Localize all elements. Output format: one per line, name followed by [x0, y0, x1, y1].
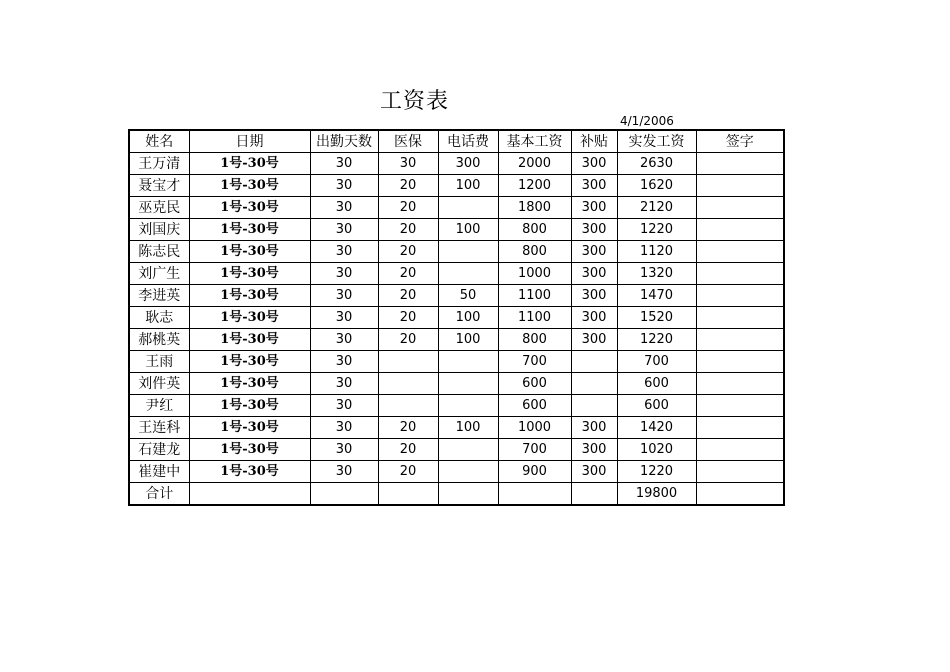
- cell-allowance[interactable]: [571, 395, 617, 417]
- sheet-title: 工资表: [380, 89, 450, 114]
- cell-date-range[interactable]: 1号-30号: [189, 395, 310, 417]
- cell-net-salary[interactable]: 1220: [617, 219, 696, 241]
- cell-date-range[interactable]: 1号-30号: [189, 307, 310, 329]
- cell-attendance-days[interactable]: 30: [310, 395, 378, 417]
- cell-phone-fee[interactable]: [438, 461, 498, 483]
- cell-signature[interactable]: [696, 329, 784, 351]
- cell-base-salary[interactable]: 2000: [498, 153, 571, 175]
- cell-allowance[interactable]: 300: [571, 307, 617, 329]
- cell-name[interactable]: 尹红: [129, 395, 189, 417]
- cell-date-range[interactable]: 1号-30号: [189, 351, 310, 373]
- header-attendance-days[interactable]: 出勤天数: [310, 130, 378, 153]
- header-signature[interactable]: 签字: [696, 130, 784, 153]
- cell-medical-insurance[interactable]: 20: [378, 175, 438, 197]
- table-row: [129, 307, 784, 329]
- cell-phone-fee[interactable]: 100: [438, 417, 498, 439]
- cell-base-salary[interactable]: 1800: [498, 197, 571, 219]
- cell-base-salary[interactable]: 700: [498, 351, 571, 373]
- table-row: [129, 241, 784, 263]
- cell-attendance-days[interactable]: 30: [310, 373, 378, 395]
- cell-base-salary[interactable]: 600: [498, 395, 571, 417]
- cell-attendance-days[interactable]: 30: [310, 219, 378, 241]
- cell-attendance-days[interactable]: 30: [310, 461, 378, 483]
- cell-medical-insurance[interactable]: 20: [378, 329, 438, 351]
- cell-signature[interactable]: [696, 307, 784, 329]
- cell-net-salary[interactable]: 1120: [617, 241, 696, 263]
- table-row: [129, 439, 784, 461]
- cell-medical-insurance[interactable]: 20: [378, 197, 438, 219]
- cell-attendance-days[interactable]: 30: [310, 307, 378, 329]
- cell-allowance[interactable]: [571, 373, 617, 395]
- cell-allowance[interactable]: 300: [571, 153, 617, 175]
- cell-medical-insurance[interactable]: 20: [378, 461, 438, 483]
- cell-net-salary[interactable]: 19800: [617, 483, 696, 506]
- cell-medical-insurance[interactable]: [378, 483, 438, 506]
- cell-signature[interactable]: [696, 285, 784, 307]
- cell-medical-insurance[interactable]: [378, 395, 438, 417]
- cell-net-salary[interactable]: 1620: [617, 175, 696, 197]
- cell-date-range[interactable]: [189, 483, 310, 506]
- cell-name[interactable]: 巫克民: [129, 197, 189, 219]
- cell-date-range[interactable]: 1号-30号: [189, 373, 310, 395]
- cell-attendance-days[interactable]: 30: [310, 175, 378, 197]
- cell-attendance-days[interactable]: 30: [310, 197, 378, 219]
- header-name[interactable]: 姓名: [129, 130, 189, 153]
- table-row: [129, 461, 784, 483]
- cell-base-salary[interactable]: 1000: [498, 417, 571, 439]
- cell-signature[interactable]: [696, 417, 784, 439]
- cell-date-range[interactable]: 1号-30号: [189, 285, 310, 307]
- cell-base-salary[interactable]: 1100: [498, 307, 571, 329]
- cell-net-salary[interactable]: 1520: [617, 307, 696, 329]
- cell-name[interactable]: 郝桃英: [129, 329, 189, 351]
- cell-net-salary[interactable]: 600: [617, 373, 696, 395]
- header-date-range[interactable]: 日期: [189, 130, 310, 153]
- cell-signature[interactable]: [696, 395, 784, 417]
- cell-medical-insurance[interactable]: [378, 373, 438, 395]
- cell-name[interactable]: 陈志民: [129, 241, 189, 263]
- cell-date-range[interactable]: 1号-30号: [189, 439, 310, 461]
- cell-phone-fee[interactable]: 100: [438, 175, 498, 197]
- cell-name[interactable]: 聂宝才: [129, 175, 189, 197]
- cell-attendance-days[interactable]: 30: [310, 153, 378, 175]
- table-row: [129, 219, 784, 241]
- cell-net-salary[interactable]: 600: [617, 395, 696, 417]
- table-row: [129, 197, 784, 219]
- cell-base-salary[interactable]: 1100: [498, 285, 571, 307]
- cell-name[interactable]: 王雨: [129, 351, 189, 373]
- cell-phone-fee[interactable]: 300: [438, 153, 498, 175]
- cell-base-salary[interactable]: 800: [498, 329, 571, 351]
- cell-signature[interactable]: [696, 197, 784, 219]
- sheet-date: 4/1/2006: [620, 114, 674, 128]
- cell-signature[interactable]: [696, 351, 784, 373]
- cell-date-range[interactable]: 1号-30号: [189, 241, 310, 263]
- table-row: [129, 373, 784, 395]
- cell-allowance[interactable]: 300: [571, 197, 617, 219]
- cell-medical-insurance[interactable]: 20: [378, 307, 438, 329]
- cell-allowance[interactable]: 300: [571, 175, 617, 197]
- cell-allowance[interactable]: 300: [571, 263, 617, 285]
- cell-net-salary[interactable]: 1220: [617, 329, 696, 351]
- cell-name[interactable]: 王万清: [129, 153, 189, 175]
- cell-medical-insurance[interactable]: 20: [378, 285, 438, 307]
- header-row: [129, 130, 784, 153]
- cell-date-range[interactable]: 1号-30号: [189, 219, 310, 241]
- cell-date-range[interactable]: 1号-30号: [189, 153, 310, 175]
- cell-date-range[interactable]: 1号-30号: [189, 417, 310, 439]
- cell-signature[interactable]: [696, 373, 784, 395]
- table-row: [129, 417, 784, 439]
- cell-allowance[interactable]: [571, 351, 617, 373]
- cell-base-salary[interactable]: 800: [498, 219, 571, 241]
- cell-allowance[interactable]: 300: [571, 417, 617, 439]
- cell-attendance-days[interactable]: [310, 483, 378, 506]
- cell-name[interactable]: 王连科: [129, 417, 189, 439]
- header-phone-fee[interactable]: 电话费: [438, 130, 498, 153]
- table-row: [129, 395, 784, 417]
- cell-medical-insurance[interactable]: 20: [378, 241, 438, 263]
- table-row: [129, 263, 784, 285]
- cell-medical-insurance[interactable]: 30: [378, 153, 438, 175]
- cell-phone-fee[interactable]: [438, 373, 498, 395]
- cell-base-salary[interactable]: 900: [498, 461, 571, 483]
- cell-net-salary[interactable]: 1320: [617, 263, 696, 285]
- cell-allowance[interactable]: [571, 483, 617, 506]
- cell-attendance-days[interactable]: 30: [310, 241, 378, 263]
- cell-phone-fee[interactable]: [438, 197, 498, 219]
- cell-base-salary[interactable]: 1200: [498, 175, 571, 197]
- cell-allowance[interactable]: 300: [571, 219, 617, 241]
- cell-allowance[interactable]: 300: [571, 241, 617, 263]
- cell-base-salary[interactable]: [498, 483, 571, 506]
- cell-medical-insurance[interactable]: 20: [378, 439, 438, 461]
- cell-name[interactable]: 石建龙: [129, 439, 189, 461]
- cell-attendance-days[interactable]: 30: [310, 417, 378, 439]
- cell-allowance[interactable]: 300: [571, 285, 617, 307]
- cell-signature[interactable]: [696, 263, 784, 285]
- cell-net-salary[interactable]: 2120: [617, 197, 696, 219]
- cell-signature[interactable]: [696, 219, 784, 241]
- cell-signature[interactable]: [696, 461, 784, 483]
- cell-allowance[interactable]: 300: [571, 439, 617, 461]
- cell-attendance-days[interactable]: 30: [310, 439, 378, 461]
- table-row: [129, 285, 784, 307]
- header-base-salary[interactable]: 基本工资: [498, 130, 571, 153]
- cell-attendance-days[interactable]: 30: [310, 285, 378, 307]
- header-net-salary[interactable]: 实发工资: [617, 130, 696, 153]
- cell-medical-insurance[interactable]: 20: [378, 219, 438, 241]
- cell-medical-insurance[interactable]: 20: [378, 417, 438, 439]
- cell-net-salary[interactable]: 1020: [617, 439, 696, 461]
- cell-signature[interactable]: [696, 153, 784, 175]
- cell-date-range[interactable]: 1号-30号: [189, 175, 310, 197]
- salary-table: [128, 129, 785, 506]
- cell-phone-fee[interactable]: 50: [438, 285, 498, 307]
- cell-base-salary[interactable]: 700: [498, 439, 571, 461]
- cell-name[interactable]: 李进英: [129, 285, 189, 307]
- cell-phone-fee[interactable]: [438, 439, 498, 461]
- cell-phone-fee[interactable]: 100: [438, 219, 498, 241]
- cell-name[interactable]: 合计: [129, 483, 189, 506]
- cell-phone-fee[interactable]: [438, 395, 498, 417]
- cell-phone-fee[interactable]: 100: [438, 307, 498, 329]
- cell-net-salary[interactable]: 1420: [617, 417, 696, 439]
- cell-phone-fee[interactable]: 100: [438, 329, 498, 351]
- cell-name[interactable]: 刘件英: [129, 373, 189, 395]
- cell-attendance-days[interactable]: 30: [310, 263, 378, 285]
- header-allowance[interactable]: 补贴: [571, 130, 617, 153]
- cell-signature[interactable]: [696, 483, 784, 506]
- table-row: [129, 175, 784, 197]
- cell-signature[interactable]: [696, 439, 784, 461]
- cell-phone-fee[interactable]: [438, 483, 498, 506]
- cell-base-salary[interactable]: 800: [498, 241, 571, 263]
- cell-phone-fee[interactable]: [438, 351, 498, 373]
- header-medical-insurance[interactable]: 医保: [378, 130, 438, 153]
- cell-date-range[interactable]: 1号-30号: [189, 263, 310, 285]
- cell-phone-fee[interactable]: [438, 263, 498, 285]
- cell-date-range[interactable]: 1号-30号: [189, 461, 310, 483]
- table-row: [129, 329, 784, 351]
- cell-net-salary[interactable]: 1470: [617, 285, 696, 307]
- cell-name[interactable]: 崔建中: [129, 461, 189, 483]
- cell-signature[interactable]: [696, 175, 784, 197]
- cell-phone-fee[interactable]: [438, 241, 498, 263]
- cell-net-salary[interactable]: 700: [617, 351, 696, 373]
- cell-date-range[interactable]: 1号-30号: [189, 329, 310, 351]
- cell-attendance-days[interactable]: 30: [310, 351, 378, 373]
- table-row: [129, 153, 784, 175]
- cell-medical-insurance[interactable]: 20: [378, 263, 438, 285]
- cell-attendance-days[interactable]: 30: [310, 329, 378, 351]
- cell-base-salary[interactable]: 1000: [498, 263, 571, 285]
- cell-name[interactable]: 耿志: [129, 307, 189, 329]
- cell-net-salary[interactable]: 2630: [617, 153, 696, 175]
- cell-base-salary[interactable]: 600: [498, 373, 571, 395]
- cell-medical-insurance[interactable]: [378, 351, 438, 373]
- table-row: [129, 351, 784, 373]
- cell-signature[interactable]: [696, 241, 784, 263]
- cell-name[interactable]: 刘国庆: [129, 219, 189, 241]
- cell-allowance[interactable]: 300: [571, 329, 617, 351]
- cell-date-range[interactable]: 1号-30号: [189, 197, 310, 219]
- cell-name[interactable]: 刘广生: [129, 263, 189, 285]
- total-row: [129, 483, 784, 506]
- cell-allowance[interactable]: 300: [571, 461, 617, 483]
- cell-net-salary[interactable]: 1220: [617, 461, 696, 483]
